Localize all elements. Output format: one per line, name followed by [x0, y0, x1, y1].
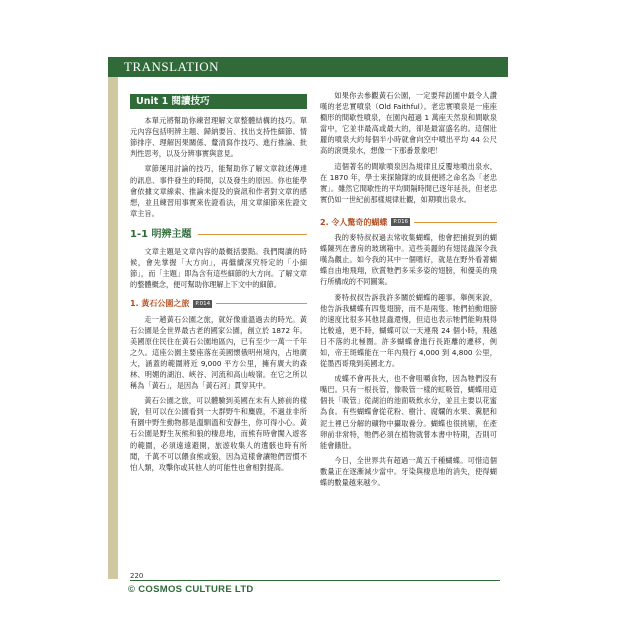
section-paragraph: 文章主題是文章內容的最概括要點。我們閱讀的時候，會先掌握「大方向」，再繼續深究特定的「小細節」，而「主題」即為含有這些細節的大方向。了解文章的整體概念，便可幫助你理解上下文中的細節。: [130, 247, 307, 290]
body-paragraph: 黃石公園之旅，可以體驗到美國在未有人跡前的樣貌，但可以在公園看到一大群野牛和麋鹿，不過並非所有園中野生動物都是溫馴溫和安靜生，你可得小心。黃石公園是野生灰熊和狼的棲息地，而熊有時會闖入遊客的範圍，必須遠遠避開，旅遊收集人的遺骸也時有所聞，千萬不可以餵食熊或狼，因為這樣會讓牠們習慣不怕人類，攻擊你或其他人的可能性也會相對提高。: [130, 396, 307, 472]
page-number: 220: [130, 572, 144, 580]
body-paragraph: 麥特叔叔告訴我許多關於蝴蝶的趣事。舉例來說，他告訴我蝴蝶有四隻翅膀，而不是兩隻。牠們拍動翅膀的速度比很多其他昆蟲還慢，但這也表示牠們能夠飛得比較遠，更不時，蝴蝶可以一天連飛 24 個小時，飛越日不落的北極圈。許多蝴蝶會進行長距離的遷移，例如，帝王斑蝶能在一年內飛行 4,000 到 4,800 公里，從墨西哥飛到美國北方。: [320, 292, 497, 369]
body-paragraph: 這個著名的間歇噴泉因為規律且反覆地噴出泉水，在 1870 年，學士來探險隊的成員便將之命名為「老忠實」。雖然它間歇性的平均間隔時間已逐年延長，但老忠實仍如一世紀前那樣規律壯觀，如期噴出泉水。: [320, 161, 497, 204]
body-paragraph: 走一趟黃石公園之旅，就好像重溫過去的時光。黃石公園是全世界最古老的國家公園，創立於 1872 年。美國原住民住在黃石公園地區內，已有至少一萬一千年之久。這座公園主要座落在美國懷俄明州境內，占地廣大，涵蓋的範圍將近 9,000 平方公里，擁有廣大的森林、明媚的湖泊、峽谷、河流和高山峻嶺。在它之所以稱為「黃石」，是因為「黃石河」貫穿其中。: [130, 314, 307, 391]
page-content: [130, 90, 500, 572]
header-title: TRANSLATION: [124, 59, 220, 74]
footer-rule: [130, 580, 500, 581]
right-column: [320, 90, 497, 492]
unit-title: Unit 1 閱讀技巧: [130, 94, 307, 109]
section-heading: 1-1 明辨主題: [130, 229, 307, 240]
publisher-footer: © COSMOS CULTURE LTD: [128, 584, 254, 595]
body-paragraph: 我的麥特叔叔過去常收集蝴蝶，他會把捕捉到的蝴蝶陳列在書房的玻璃箱中。這些美麗的有翅昆蟲深令我嘆為觀止。如今我的其中一個嗜好，就是在野外看著蝴蝶自由地飛翔，欣賞牠們多采多姿的翅膀，和優美的飛行所構成的不同圖案。: [320, 233, 497, 287]
page-tag: P.016: [393, 219, 409, 226]
subsection-rule: [414, 222, 497, 223]
body-paragraph: 如果你去參觀黃石公園，一定要拜訪園中最令人讚嘆的老忠實噴泉（Old Faithful）。老忠實噴泉是一座座橢形的間歇性噴泉，在園內超過 1 萬座天然泉和間歇泉當中，它並非最高或最大的，卻是最富盛名的。這個壯麗的噴泉大約每個半小時就會向空中噴出平均 44 公尺高的滾燙泉水，想像一下那番景象吧！: [320, 91, 497, 156]
body-paragraph: 成蝶不會再長大，也不會咀嚼食物，因為牠們沒有嘴巴。只有一根長管，像吸管一樣的虹吸管，蝴蝶用這個長「吸管」從湖泊的池面吸飲水分，並且主要以花蜜為食。有些蝴蝶會從花粉、樹汁、腐爛的水果、糞肥和泥土裡已分解的礦物中攝取養分。蝴蝶也很挑剔，在產卵前非常特，牠們必須在植物就嘗本書中特期，否則可能會餓肚。: [320, 374, 497, 450]
page-tag: P.014: [195, 300, 211, 307]
body-paragraph: 今日，全世界共有超過一萬五千種蝴蝶。可惜這個數量正在逐漸減少當中。牙染與棲息地的消失，使得蝴蝶的數量越來越少。: [320, 455, 497, 487]
subsection-heading: 1. 黃石公園之旅 P.014: [130, 298, 307, 309]
left-column: [130, 90, 307, 477]
intro-paragraph: 本單元將幫助你練習理解文章整體結構的技巧。單元內容包括明辨主題、歸納要旨、找出支持性細節、情節排序、理解因果關係、釐清寫作技巧、進行推論、批判性思考，以及分辨事實與意見。: [130, 116, 307, 159]
section-rule: [198, 234, 307, 236]
side-bar: [108, 77, 118, 579]
intro-paragraph: 章節運用討論的技巧，能幫助你了解文章敘述傳達的訊息、事件發生的時間，以及發生的原因。你也能學會依據文章線索、推論未提及的資訊和作者對文章的感想，並且練習用事實來佐證看法，用文章細節來佐證文章主旨。: [130, 164, 307, 218]
subsection-rule: [216, 303, 307, 304]
subsection-heading: 2. 令人驚奇的蝴蝶 P.016: [320, 217, 497, 228]
